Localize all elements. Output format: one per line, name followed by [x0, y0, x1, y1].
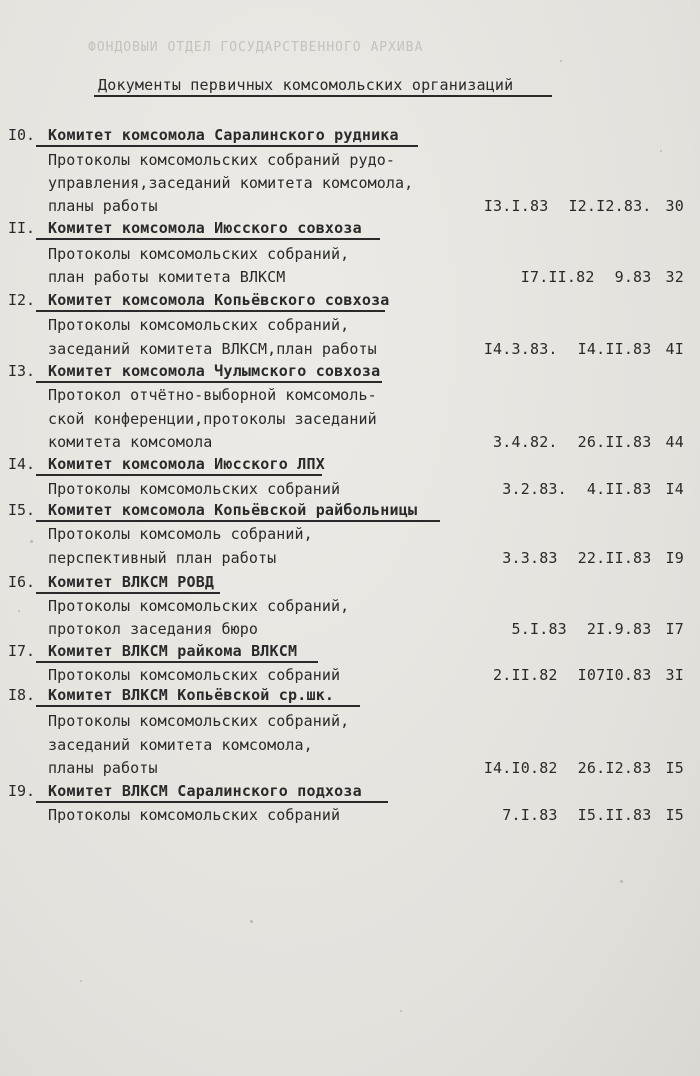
entry-organization: Комитет комсомола Саралинского рудника	[48, 126, 399, 144]
entry-underline	[36, 238, 380, 240]
date-start: 5.I.83	[511, 620, 567, 638]
entry-underline	[36, 310, 385, 312]
entry-description-line: Протоколы комсомоль собраний,	[48, 525, 313, 543]
entry-underline	[36, 145, 418, 147]
entry-underline	[36, 592, 220, 594]
date-start: I7.II.82	[520, 268, 595, 286]
entry-description-line: заседаний комитета ВЛКСМ,план работы	[48, 340, 377, 358]
faded-archive-header: ФОНДОВЫЙ ОТДЕЛ ГОСУДАРСТВЕННОГО АРХИВА	[88, 40, 424, 55]
entry-dates-row	[493, 433, 684, 451]
date-start: I4.I0.82	[483, 759, 558, 777]
date-end: 9.83	[614, 268, 652, 286]
sheet-count: 3I	[665, 666, 684, 684]
entry-dates-row	[502, 806, 684, 824]
paper-speck	[660, 150, 662, 152]
entry-description-line: Протоколы комсомольских собраний рудо-	[48, 151, 395, 169]
date-start: I3.I.83	[483, 197, 549, 215]
date-end: 26.I2.83	[577, 759, 652, 777]
entry-number: I3.	[8, 362, 36, 380]
entry-dates-row	[493, 666, 684, 684]
entry-underline	[36, 705, 360, 707]
entry-organization: Комитет комсомола Копьёвской райбольницы	[48, 501, 418, 519]
entry-description-line: ской конференции,протоколы заседаний	[48, 410, 377, 428]
sheet-count: I7	[665, 620, 684, 638]
entry-number: I6.	[8, 573, 36, 591]
paper-speck	[620, 880, 623, 883]
entry-underline	[36, 474, 322, 476]
paper-speck	[250, 920, 253, 923]
date-end: I5.II.83	[577, 806, 652, 824]
date-end: 4.II.83	[586, 480, 652, 498]
entry-description-line: планы работы	[48, 197, 158, 215]
entry-description-line: Протоколы комсомольских собраний	[48, 666, 341, 684]
date-start: 7.I.83	[502, 806, 558, 824]
entry-description-line: Протокол отчётно-выборной комсомоль-	[48, 386, 377, 404]
sheet-count: I5	[665, 759, 684, 777]
entry-number: II.	[8, 219, 36, 237]
paper-speck	[560, 60, 562, 62]
entry-description-line: заседаний комитета комсомола,	[48, 736, 313, 754]
entry-number: I7.	[8, 642, 36, 660]
entry-number: I8.	[8, 686, 36, 704]
date-start: 3.4.82.	[493, 433, 558, 451]
paper-speck	[400, 1010, 402, 1012]
entry-underline	[36, 381, 382, 383]
entry-description-line: Протоколы комсомольских собраний,	[48, 245, 350, 263]
paper-speck	[30, 540, 33, 543]
entry-underline	[36, 801, 388, 803]
entry-dates-row	[484, 759, 684, 777]
entry-organization: Комитет комсомола Июсского совхоза	[48, 219, 362, 237]
entry-dates-row	[502, 549, 684, 567]
paper-speck	[18, 610, 20, 612]
page-title: Документы первичных комсомольских организаций	[98, 76, 514, 94]
sheet-count: 4I	[665, 340, 684, 358]
entry-underline	[36, 520, 440, 522]
entry-description-line: Протоколы комсомольских собраний,	[48, 712, 350, 730]
entry-dates-row	[502, 480, 684, 498]
entry-number: I9.	[8, 782, 36, 800]
entry-dates-row	[512, 620, 684, 638]
date-end: I07I0.83	[577, 666, 652, 684]
entry-description-line: план работы комитета ВЛКСМ	[48, 268, 286, 286]
entry-description-line: протокол заседания бюро	[48, 620, 259, 638]
entry-dates-row	[521, 268, 684, 286]
date-start: 3.3.83	[502, 549, 558, 567]
entry-description-line: Протоколы комсомольских собраний,	[48, 316, 350, 334]
entry-dates-row	[484, 197, 684, 215]
date-end: 2I.9.83	[586, 620, 652, 638]
entry-organization: Комитет ВЛКСМ Саралинского подхоза	[48, 782, 362, 800]
entry-organization: Комитет ВЛКСМ РОВД	[48, 573, 215, 591]
entry-number: I0.	[8, 126, 36, 144]
entry-number: I2.	[8, 291, 36, 309]
entry-organization: Комитет ВЛКСМ райкома ВЛКСМ	[48, 642, 298, 660]
entry-organization: Комитет комсомола Чулымского совхоза	[48, 362, 381, 380]
entry-description-line: Протоколы комсомольских собраний,	[48, 597, 350, 615]
date-end: 26.II.83	[577, 433, 652, 451]
date-start: 2.II.82	[493, 666, 558, 684]
entry-dates-row	[484, 340, 684, 358]
entry-underline	[36, 661, 318, 663]
paper-speck	[80, 980, 82, 982]
entry-description-line: перспективный план работы	[48, 549, 277, 567]
entry-organization: Комитет ВЛКСМ Копьёвской ср.шк.	[48, 686, 335, 704]
entry-description-line: комитета комсомола	[48, 433, 213, 451]
title-underline	[94, 95, 552, 97]
entry-organization: Комитет комсомола Июсского ЛПХ	[48, 455, 325, 473]
entry-description-line: Протоколы комсомольских собраний	[48, 806, 341, 824]
entry-description-line: Протоколы комсомольских собраний	[48, 480, 341, 498]
date-start: 3.2.83.	[502, 480, 567, 498]
date-end: 22.II.83	[577, 549, 652, 567]
date-end: I2.I2.83.	[568, 197, 652, 215]
date-start: I4.3.83.	[483, 340, 558, 358]
date-end: I4.II.83	[577, 340, 652, 358]
sheet-count: I4	[665, 480, 684, 498]
entry-number: I4.	[8, 455, 36, 473]
sheet-count: 30	[665, 197, 684, 215]
entry-organization: Комитет комсомола Копьёвского совхоза	[48, 291, 390, 309]
entry-description-line: управления,заседаний комитета комсомола,	[48, 174, 414, 192]
sheet-count: 44	[665, 433, 684, 451]
sheet-count: 32	[665, 268, 684, 286]
entry-number: I5.	[8, 501, 36, 519]
entry-description-line: планы работы	[48, 759, 158, 777]
sheet-count: I5	[665, 806, 684, 824]
sheet-count: I9	[665, 549, 684, 567]
